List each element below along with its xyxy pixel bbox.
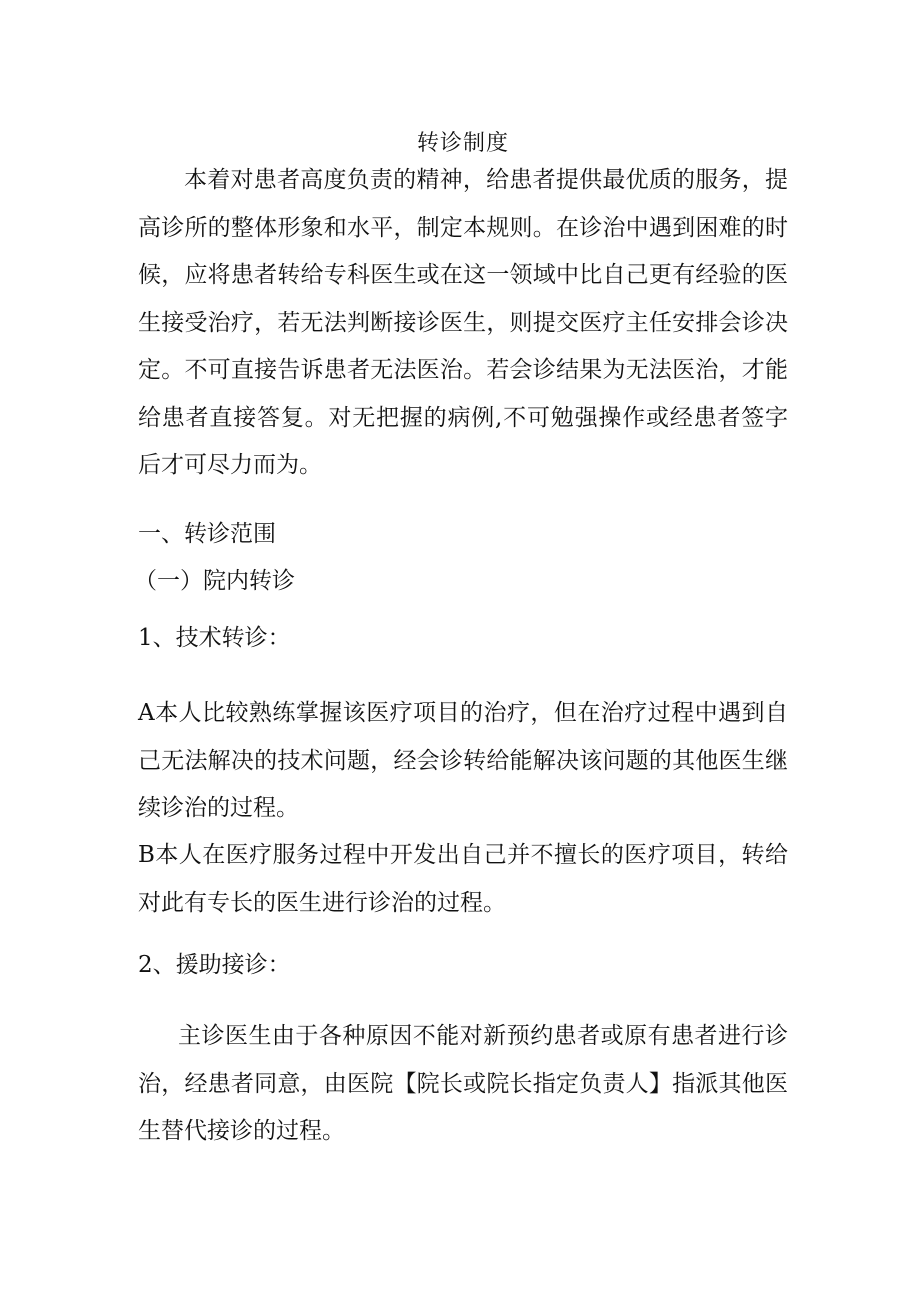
subsection-heading-internal-transfer: （一）院内转诊 <box>134 568 295 594</box>
technical-transfer-item-b: B本人在医疗服务过程中开发出自己并不擅长的医疗项目，转给对此有专长的医生进行诊治的过程。 <box>138 842 788 916</box>
document-title: 转诊制度 <box>416 131 509 156</box>
item-heading-assisted-reception: 2、援助接诊： <box>138 952 291 978</box>
assisted-reception-paragraph: 主诊医生由于各种原因不能对新预约患者或原有患者进行诊治，经患者同意，由医院【院长或院长指定负责人】指派其他医生替代接诊的过程。 <box>138 1023 788 1144</box>
intro-paragraph: 本着对患者高度负责的精神，给患者提供最优质的服务，提高诊所的整体形象和水平，制定本规则。在诊治中遇到困难的时候，应将患者转给专科医生或在这一领域中比自己更有经验的医生接受治疗，若无法判断接诊医生，则提交医疗主任安排会诊决定。不可直接告诉患者无法医治。若会诊结果为无法医治，才能给患者直接答复。对无把握的病例,不可勉强操作或经患者签字后才可尽力而为。 <box>138 167 788 478</box>
technical-transfer-item-a: A本人比较熟练掌握该医疗项目的治疗，但在治疗过程中遇到自己无法解决的技术问题，经会诊转给能解决该问题的其他医生继续诊治的过程。 <box>138 700 788 821</box>
section-heading-transfer-scope: 一、转诊范围 <box>138 521 276 547</box>
item-heading-technical-transfer: 1、技术转诊： <box>138 625 291 651</box>
